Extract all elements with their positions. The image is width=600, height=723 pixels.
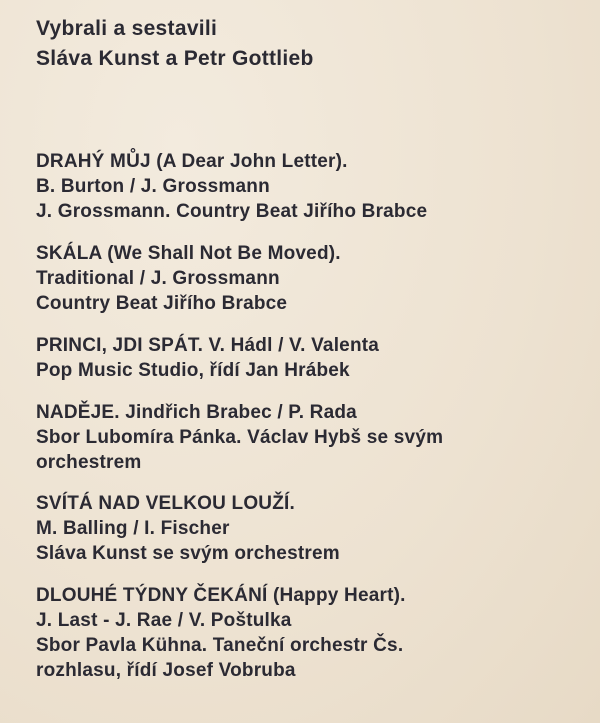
track-subtitle: Jindřich Brabec / P. Rada	[119, 402, 357, 423]
track-heading	[36, 400, 592, 425]
track-title: DLOUHÉ TÝDNY ČEKÁNÍ	[36, 585, 268, 606]
track-subtitle: (A Dear John Letter).	[150, 151, 348, 172]
track-heading	[36, 241, 592, 266]
track-title: SVÍTÁ NAD VELKOU LOUŽÍ.	[36, 493, 295, 514]
track-title: PRINCI, JDI SPÁT.	[36, 335, 204, 356]
track-detail: Country Beat Jiřího Brabce	[36, 293, 288, 314]
track-detail: Sbor Lubomíra Pánka. Václav Hybš se svým	[36, 427, 444, 448]
track-entry	[36, 491, 592, 566]
track-detail: orchestrem	[36, 452, 142, 473]
track-heading	[36, 491, 592, 516]
track-entry	[36, 149, 592, 224]
track-list	[36, 149, 592, 700]
track-title: DRAHÝ MŮJ	[36, 151, 151, 172]
track-detail: Traditional / J. Grossmann	[36, 268, 280, 289]
track-heading	[36, 583, 592, 608]
credit-names: Sláva Kunst a Petr Gottlieb	[36, 47, 314, 70]
track-subtitle: (We Shall Not Be Moved).	[101, 243, 341, 264]
track-detail: Sláva Kunst se svým orchestrem	[36, 543, 340, 564]
track-subtitle: V. Hádl / V. Valenta	[203, 335, 380, 356]
track-title: NADĚJE.	[36, 402, 120, 423]
track-subtitle: (Happy Heart).	[267, 585, 406, 606]
compilers-credit	[36, 14, 314, 74]
credit-line: Vybrali a sestavili	[36, 17, 218, 40]
track-title: SKÁLA	[36, 243, 102, 264]
track-detail: J. Grossmann. Country Beat Jiřího Brabce	[36, 201, 428, 222]
track-detail: M. Balling / I. Fischer	[36, 518, 230, 539]
track-detail: J. Last - J. Rae / V. Poštulka	[36, 610, 292, 631]
track-entry	[36, 333, 592, 383]
track-entry	[36, 241, 592, 316]
track-heading	[36, 149, 592, 174]
track-heading	[36, 333, 592, 358]
track-entry	[36, 583, 592, 683]
track-detail: Sbor Pavla Kühna. Taneční orchestr Čs.	[36, 635, 404, 656]
track-detail: B. Burton / J. Grossmann	[36, 176, 270, 197]
track-entry	[36, 400, 592, 475]
track-detail: rozhlasu, řídí Josef Vobruba	[36, 660, 296, 681]
track-detail: Pop Music Studio, řídí Jan Hrábek	[36, 360, 350, 381]
